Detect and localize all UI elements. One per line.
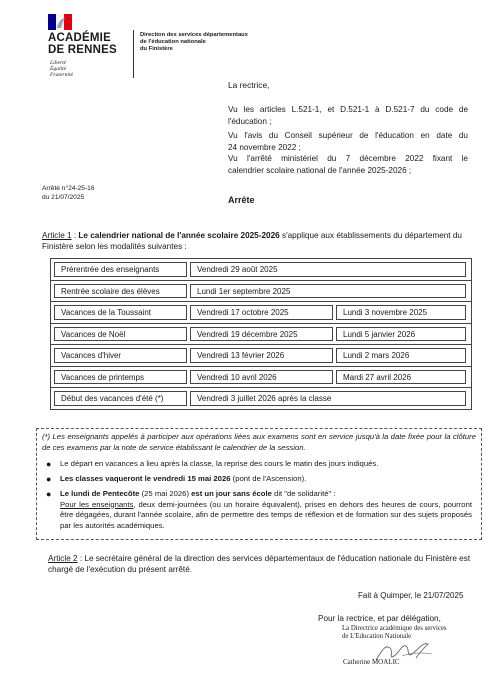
rectrice-title: La rectrice, — [228, 80, 270, 90]
academy-name — [48, 32, 117, 56]
signatory-name: Catherine MOALIC — [343, 658, 400, 666]
vu-line: 24 novembre 2022 ; — [228, 142, 301, 152]
row-start: Vendredi 3 juillet 2026 après la classe — [190, 391, 466, 406]
bullet-bold: Les classes vaqueront le vendredi 15 mai 2026 — [60, 474, 231, 483]
bullet-text: dit "de solidarité" : — [271, 489, 336, 498]
row-label: Début des vacances d'été (*) — [54, 391, 187, 406]
motto-fraternite: Fraternité — [50, 72, 73, 79]
fait-a: Fait à Quimper, le 21/07/2025 — [358, 591, 464, 600]
article-2 — [48, 553, 478, 575]
vu-arrete-ministeriel — [228, 153, 468, 176]
table-row — [51, 259, 471, 281]
row-label: Vacances d'hiver — [54, 348, 187, 363]
bullet-underlined: Pour les enseignants — [60, 499, 134, 509]
vu-line: Vu l'avis du Conseil supérieur de l'éducation en date du — [228, 131, 468, 140]
article-1-label: Article 1 — [42, 231, 72, 240]
article-1-bold: Le calendrier national de l'année scolaire 2025-2026 — [78, 231, 280, 240]
arrete-heading: Arrête — [228, 195, 255, 205]
row-label: Prérentrée des enseignants — [54, 262, 187, 277]
table-row — [51, 281, 471, 303]
motto-liberte: Liberté — [50, 60, 67, 66]
bullet-text: Le départ en vacances a lieu après la classe, la reprise des cours le matin des jours indiqués. — [60, 459, 379, 468]
row-label: Vacances de la Toussaint — [54, 305, 187, 320]
note-bullet-depart — [46, 459, 472, 470]
row-start: Vendredi 17 octobre 2025 — [190, 305, 333, 320]
vu-avis — [228, 130, 468, 153]
table-row — [51, 345, 471, 367]
bullet-text: (pont de l'Ascension). — [230, 474, 307, 483]
bullet-text: , deux demi-journées (ou un horaire équivalent), prises en dehors des heures de cours, pourront être dégagées, durant l'année scolaire, afin de permettre des temps de réflexion et de formation sur des sujets proposés par les autorités académiques. — [60, 499, 472, 530]
row-end: Mardi 27 avril 2026 — [336, 370, 466, 385]
vu-articles — [228, 104, 468, 127]
row-start: Vendredi 19 décembre 2025 — [190, 327, 333, 342]
note-intro: (*) Les enseignants appelés à participer aux opérations liées aux examens sont en service jusqu'à la date fixée pour la clôture de ces examens par la note de service établissant le calendrier de la session. — [42, 432, 476, 452]
note-bullet-ascension — [46, 474, 472, 485]
ref-number: Arrêté n°24-25-16 — [42, 185, 95, 192]
note-bullet-pentecote — [46, 489, 472, 531]
table-row — [51, 388, 471, 409]
vu-line: Vu l'arrêté ministériel du 7 décembre 2022 fixant le — [228, 154, 468, 163]
motto-egalite: Égalité — [50, 66, 67, 73]
academy-line1: ACADÉMIE — [48, 32, 111, 44]
signatory-title-line: de L'Education Nationale — [342, 633, 412, 640]
arrete-reference — [42, 184, 95, 202]
vu-line: calendrier scolaire national de l'année 2025-2026 ; — [228, 165, 412, 175]
row-start: Vendredi 13 février 2026 — [190, 348, 333, 363]
academy-line2: DE RENNES — [48, 44, 117, 56]
delegation-line: Pour la rectrice, et par délégation, — [318, 614, 441, 623]
table-row — [51, 302, 471, 324]
row-end: Lundi 3 novembre 2025 — [336, 305, 466, 320]
signatory-title-line: La Directrice académique des services — [342, 625, 447, 632]
bullet-text: (25 mai 2026) — [139, 489, 192, 498]
vu-line: l'éducation ; — [228, 116, 272, 126]
direction-line: de l'éducation nationale — [140, 39, 206, 45]
row-start: Vendredi 10 avril 2026 — [190, 370, 333, 385]
row-label: Vacances de printemps — [54, 370, 187, 385]
bullet-bold: Le lundi de Pentecôte — [60, 489, 140, 498]
direction-line: Direction des services départementaux — [140, 32, 248, 38]
bullet-icon: ● — [46, 459, 52, 469]
row-start: Vendredi 29 août 2025 — [190, 262, 466, 277]
row-end: Lundi 5 janvier 2026 — [336, 327, 466, 342]
row-start: Lundi 1er septembre 2025 — [190, 284, 466, 299]
bullet-icon: ● — [46, 474, 52, 484]
ref-date: du 21/07/2025 — [42, 194, 85, 201]
vu-line: Vu les articles L.521-1, et D.521-1 à D.521-7 du code de — [228, 105, 468, 114]
header-divider — [133, 30, 134, 78]
table-row — [51, 367, 471, 389]
bullet-bold: est un jour sans école — [191, 489, 272, 498]
article-1: Article 1 : Le calendrier national de l'année scolaire 2025-2026 s'applique aux établissements du département du Finistère selon les modalités suivantes : — [42, 231, 462, 251]
row-label: Vacances de Noël — [54, 327, 187, 342]
republic-motto — [50, 60, 73, 79]
bullet-icon: ● — [46, 489, 52, 499]
article-1-text: s'applique aux établissements du département du Finistère selon les modalités suivantes : — [42, 231, 462, 251]
direction-line: du Finistère — [140, 46, 173, 52]
table-row — [51, 324, 471, 346]
row-end: Lundi 2 mars 2026 — [336, 348, 466, 363]
article-2-label: Article 2 — [48, 554, 78, 563]
row-label: Rentrée scolaire des élèves — [54, 284, 187, 299]
marianne-logo — [48, 14, 72, 30]
direction-block — [140, 32, 248, 53]
calendar-table — [50, 258, 472, 410]
article-2-text: : Le secrétaire général de la direction des services départementaux de l'éducation nationale du Finistère est chargé de l'exécution du présent arrêté. — [48, 554, 471, 574]
